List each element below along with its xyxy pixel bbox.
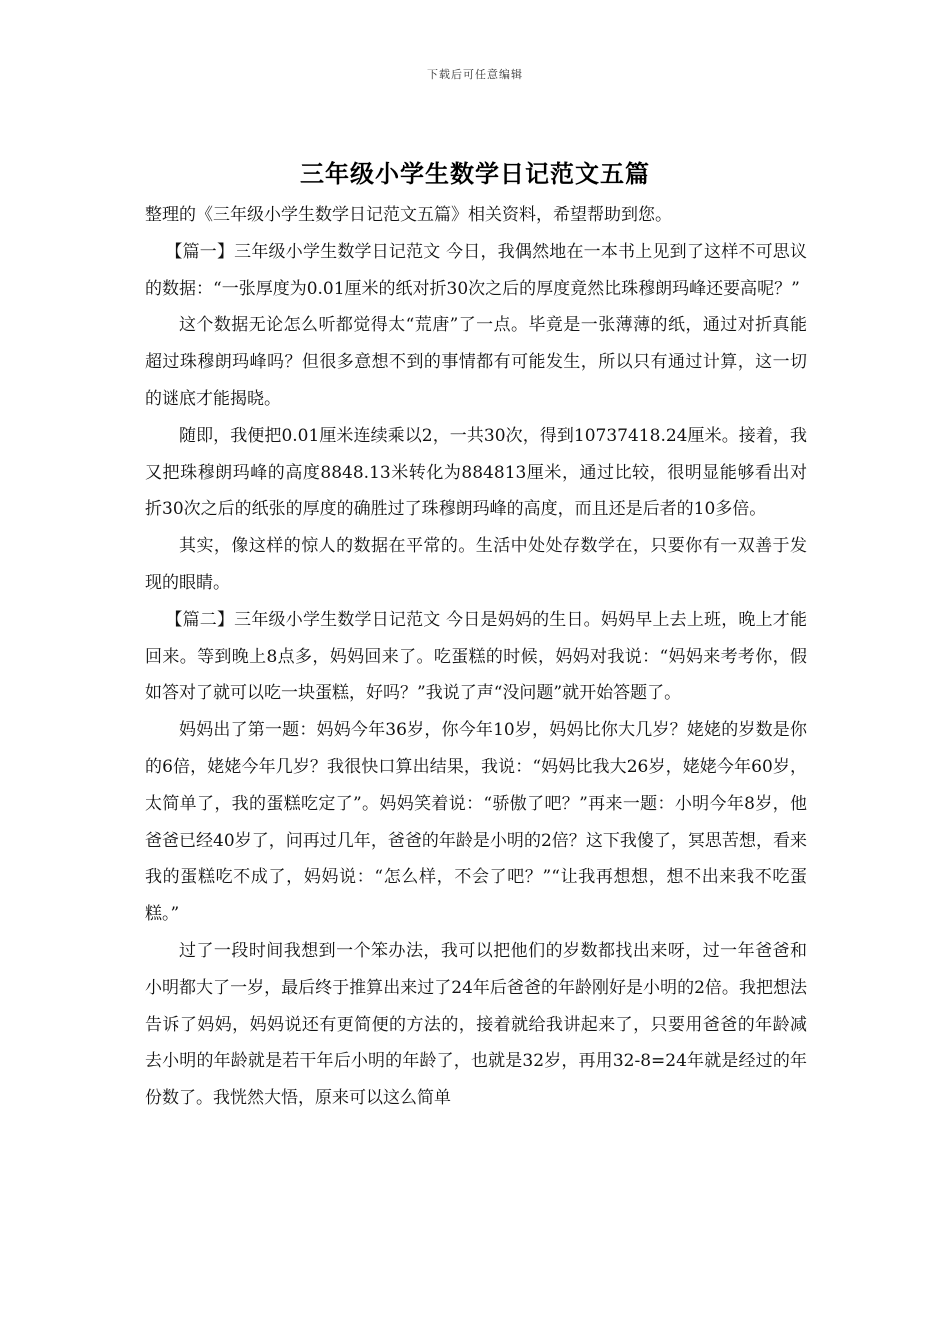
document-title: 三年级小学生数学日记范文五篇 (300, 159, 650, 188)
intro-paragraph: 整理的《三年级小学生数学日记范文五篇》相关资料，希望帮助到您。 (145, 205, 672, 225)
body-paragraph: 妈妈出了第一题：妈妈今年36岁，你今年10岁，妈妈比你大几岁？姥姥的岁数是你的6倍，姥姥今年几岁？我很快口算出结果，我说：“妈妈比我大26岁，姥姥今年60岁，太简单了，我的蛋糕吃定了”。妈妈笑着说：“骄傲了吧？”再来一题：小明今年8岁，他爸爸已经40岁了，问再过几年，爸爸的年龄是小明的2倍？这下我傻了，冥思苦想，看来我的蛋糕吃不成了，妈妈说：“怎么样，不会了吧？”“让我再想想，想不出来我不吃蛋糕。” (145, 720, 807, 925)
body-paragraph: 随即，我便把0.01厘米连续乘以2，一共30次，得到10737418.24厘米。接着，我又把珠穆朗玛峰的高度8848.13米转化为884813厘米，通过比较，很明显能够看出对折30次之后的纸张的厚度的确胜过了珠穆朗玛峰的高度，而且还是后者的10多倍。 (145, 425, 807, 520)
body-paragraph: 这个数据无论怎么听都觉得太“荒唐”了一点。毕竟是一张薄薄的纸，通过对折真能超过珠穆朗玛峰吗？但很多意想不到的事情都有可能发生，所以只有通过计算，这一切的谜底才能揭晓。 (145, 315, 807, 409)
body-paragraph: 过了一段时间我想到一个笨办法，我可以把他们的岁数都找出来呀，过一年爸爸和小明都大了一岁，最后终于推算出来过了24年后爸爸的年龄刚好是小明的2倍。我把想法告诉了妈妈，妈妈说还有更简便的方法的，接着就给我讲起来了，只要用爸爸的年龄减去小明的年龄就是若干年后小明的年龄了，也就是32岁，再用32-8=24年就是经过的年份数了。我恍然大悟，原来可以这么简单 (145, 940, 807, 1109)
document-body (145, 197, 807, 1117)
body-paragraph: 【篇一】三年级小学生数学日记范文 今日，我偶然地在一本书上见到了这样不可思议的数据：“一张厚度为0.01厘米的纸对折30次之后的厚度竟然比珠穆朗玛峰还要高呢？” (145, 241, 807, 299)
body-paragraph: 【篇二】三年级小学生数学日记范文 今日是妈妈的生日。妈妈早上去上班，晚上才能回来。等到晚上8点多，妈妈回来了。吃蛋糕的时候，妈妈对我说：“妈妈来考考你，假如答对了就可以吃一块蛋糕，好吗？”我说了声“没问题”就开始答题了。 (145, 609, 807, 704)
page-header: 下载后可任意编辑 (427, 68, 523, 81)
body-paragraph: 其实，像这样的惊人的数据在平常的。生活中处处存数学在，只要你有一双善于发现的眼睛。 (145, 536, 807, 593)
